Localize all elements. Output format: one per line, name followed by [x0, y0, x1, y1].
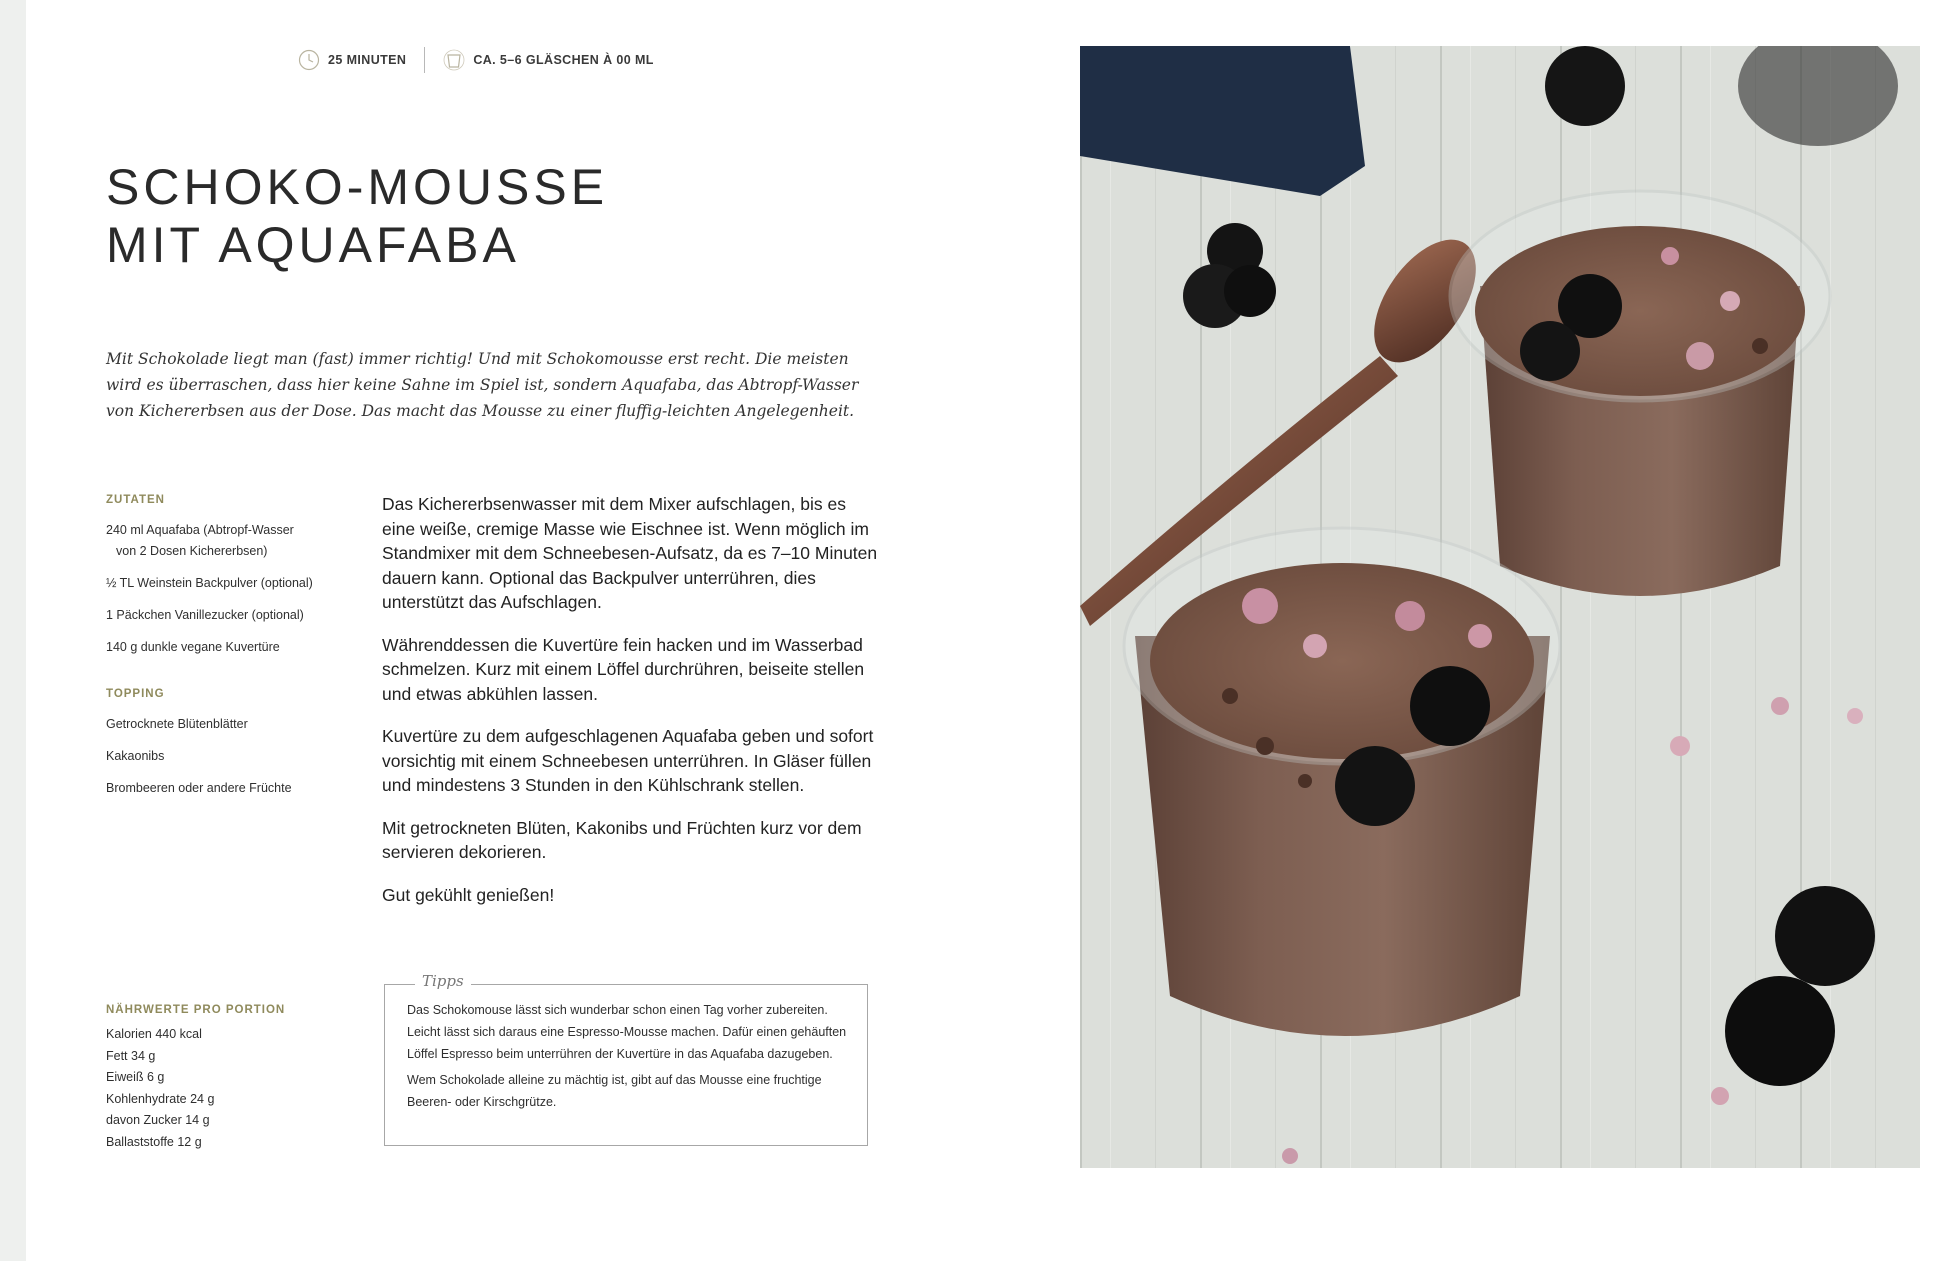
ingredient-item: ½ TL Weinstein Backpulver (optional): [106, 576, 313, 590]
recipe-intro: Mit Schokolade liegt man (fast) immer richtig! Und mit Schokomousse erst recht. Die meisten wird es überraschen, dass hier keine Sahne im Spiel ist, sondern Aquafaba, das Abtropf-Wasser von Kichererbsen aus der Dose. Das macht das Mousse zu einer fluffig-leichten Angelegenheit.: [106, 350, 859, 420]
nutrition-heading: NÄHRWERTE PRO PORTION: [106, 1004, 286, 1016]
ingredient-item-1-line-2: von 2 Dosen Kichererbsen): [116, 544, 268, 558]
step-paragraph: Währenddessen die Kuvertüre fein hacken und im Wasserbad schmelzen. Kurz mit einem Löffel durchrühren, beiseite stellen und etwas abkühlen lassen.: [382, 634, 865, 704]
ingredients-heading: ZUTATEN: [106, 494, 165, 506]
ingredient-item: 140 g dunkle vegane Kuvertüre: [106, 640, 280, 654]
instruction-steps: [382, 492, 882, 925]
topping-heading: TOPPING: [106, 688, 165, 700]
tips-paragraph: Das Schokomouse lässt sich wunderbar schon einen Tag vorher zubereiten. Leicht lässt sich daraus eine Espresso-Mousse machen. Dafür einen gehäuften Löffel Espresso beim unterrühren der Kuvertüre in das Aquafaba dazugeben.: [407, 1003, 847, 1061]
nutrition-panel: [106, 1004, 376, 1153]
title-line-2: MIT AQUAFABA: [106, 217, 520, 273]
yield-label: CA. 5–6 GLÄSCHEN À 00 ML: [473, 53, 654, 67]
time-info: [298, 49, 406, 71]
page-edge-strip: [0, 0, 26, 1261]
step-paragraph: Das Kichererbsenwasser mit dem Mixer aufschlagen, bis es eine weiße, cremige Masse wie Eischnee ist. Wenn möglich im Standmixer mit dem Schneebesen-Aufsatz, da es 7–10 Minuten dauern kann. Optional das Backpulver unterrühren, dies unterstützt das Aufschlagen.: [382, 494, 878, 612]
time-label: 25 MINUTEN: [328, 53, 407, 67]
mousse-illustration: [1080, 46, 1920, 1168]
ingredients-column: [106, 494, 376, 810]
nutrition-sugar: davon Zucker 14 g: [106, 1113, 210, 1127]
step-paragraph: Kuvertüre zu dem aufgeschlagenen Aquafaba geben und sofort vorsichtig mit einem Schneebesen unterrühren. In Gläser füllen und mindestens 3 Stunden in den Kühlschrank stellen.: [382, 726, 874, 795]
front-glass: [1124, 528, 1560, 1036]
step-paragraph: Gut gekühlt genießen!: [382, 884, 555, 905]
recipe-title: [106, 158, 608, 274]
back-glass: [1450, 191, 1830, 596]
portion-icon: [443, 49, 465, 71]
blackberry-top: [1545, 46, 1625, 126]
tips-paragraph: Wem Schokolade alleine zu mächtig ist, gibt auf das Mousse eine fruchtige Beeren- oder Kirschgrütze.: [407, 1073, 822, 1109]
ingredient-item: [106, 520, 376, 562]
tips-box: [384, 972, 868, 1146]
nutrition-protein: Eiweiß 6 g: [106, 1070, 165, 1084]
yield-info: [443, 49, 653, 71]
nutrition-kcal: Kalorien 440 kcal: [106, 1027, 202, 1041]
nutrition-fat: Fett 34 g: [106, 1048, 156, 1063]
ingredient-item: 1 Päckchen Vanillezucker (optional): [106, 608, 304, 622]
step-paragraph: Mit getrockneten Blüten, Kakonibs und Früchten kurz vor dem servieren dekorieren.: [382, 817, 862, 862]
topping-item: Brombeeren oder andere Früchte: [106, 781, 292, 795]
clock-icon: [298, 49, 320, 71]
topping-item: Kakaonibs: [106, 749, 165, 763]
recipe-meta-bar: [298, 44, 654, 76]
topping-item: Getrocknete Blütenblätter: [106, 717, 248, 731]
nutrition-carbs: Kohlenhydrate 24 g: [106, 1091, 215, 1106]
nutrition-fiber: Ballaststoffe 12 g: [106, 1134, 202, 1149]
meta-divider: [424, 47, 425, 73]
title-line-1: SCHOKO-MOUSSE: [106, 159, 609, 215]
recipe-photo: [1080, 46, 1920, 1168]
tips-body: [407, 999, 847, 1117]
ingredient-item-1-line-1: 240 ml Aquafaba (Abtropf-Wasser: [106, 523, 294, 537]
tips-label: Tipps: [415, 972, 471, 990]
